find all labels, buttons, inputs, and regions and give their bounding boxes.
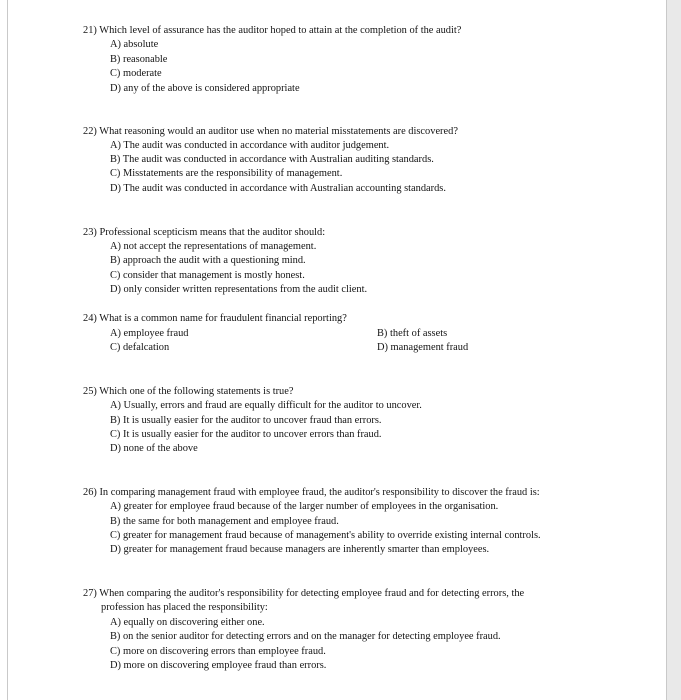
question-number: 25) — [83, 386, 97, 397]
question-number: 22) — [83, 126, 97, 137]
question-stem — [83, 125, 458, 138]
option-a: A) Usually, errors and fraud are equally difficult for the auditor to uncover. — [110, 400, 422, 411]
option-b: B) on the senior auditor for detecting errors and on the manager for detecting employee fraud. — [110, 631, 501, 642]
question-stem — [83, 226, 325, 239]
option-d: D) greater for management fraud because managers are inherently smarter than employees. — [110, 544, 490, 555]
question-text: Which one of the following statements is true? — [99, 386, 294, 397]
question-number: 26) — [83, 487, 97, 498]
option-a: A) greater for employee fraud because of the larger number of employees in the organisation. — [110, 501, 499, 512]
option-c: C) defalcation — [110, 342, 170, 353]
question-text: What is a common name for fraudulent financial reporting? — [99, 313, 347, 324]
question-stem — [83, 312, 347, 325]
option-d: D) management fraud — [377, 342, 469, 353]
option-b: B) theft of assets — [377, 328, 448, 339]
question-text: Which level of assurance has the auditor hoped to attain at the completion of the audit? — [99, 25, 462, 36]
question-text: When comparing the auditor's responsibility for detecting employee fraud and for detecting errors, the — [99, 588, 525, 599]
question-text: Professional scepticism means that the auditor should: — [99, 227, 326, 238]
question-number: 23) — [83, 227, 97, 238]
question-number: 24) — [83, 313, 97, 324]
option-c: C) It is usually easier for the auditor to uncover errors than fraud. — [110, 429, 382, 440]
question-stem — [83, 385, 293, 398]
option-c: C) moderate — [110, 68, 162, 79]
option-a: A) employee fraud — [110, 328, 189, 339]
option-a: A) not accept the representations of management. — [110, 241, 317, 252]
option-b: B) the same for both management and employee fraud. — [110, 516, 339, 527]
option-b: B) reasonable — [110, 54, 168, 65]
option-d: D) only consider written representations from the audit client. — [110, 284, 368, 295]
option-d: D) none of the above — [110, 443, 198, 454]
option-b: B) The audit was conducted in accordance with Australian auditing standards. — [110, 154, 434, 165]
option-a: A) equally on discovering either one. — [110, 617, 265, 628]
question-stem — [83, 486, 540, 499]
option-d: D) more on discovering employee fraud than errors. — [110, 660, 327, 671]
question-stem — [83, 24, 461, 37]
option-d: D) any of the above is considered appropriate — [110, 83, 300, 94]
question-text-continued: profession has placed the responsibility: — [101, 602, 268, 613]
option-d: D) The audit was conducted in accordance with Australian accounting standards. — [110, 183, 446, 194]
question-text: What reasoning would an auditor use when no material misstatements are discovered? — [99, 126, 458, 137]
option-b: B) approach the audit with a questioning mind. — [110, 255, 306, 266]
option-c: C) greater for management fraud because of management's ability to override existing internal controls. — [110, 530, 541, 541]
option-b: B) It is usually easier for the auditor to uncover fraud than errors. — [110, 415, 382, 426]
option-c: C) consider that management is mostly honest. — [110, 270, 305, 281]
question-text: In comparing management fraud with employee fraud, the auditor's responsibility to discover the fraud is: — [99, 487, 540, 498]
option-c: C) Misstatements are the responsibility of management. — [110, 168, 343, 179]
option-a: A) absolute — [110, 39, 159, 50]
question-stem — [83, 587, 524, 600]
viewer-gutter — [667, 0, 681, 700]
question-number: 21) — [83, 25, 97, 36]
option-c: C) more on discovering errors than employee fraud. — [110, 646, 326, 657]
option-a: A) The audit was conducted in accordance with auditor judgement. — [110, 140, 390, 151]
question-number: 27) — [83, 588, 97, 599]
